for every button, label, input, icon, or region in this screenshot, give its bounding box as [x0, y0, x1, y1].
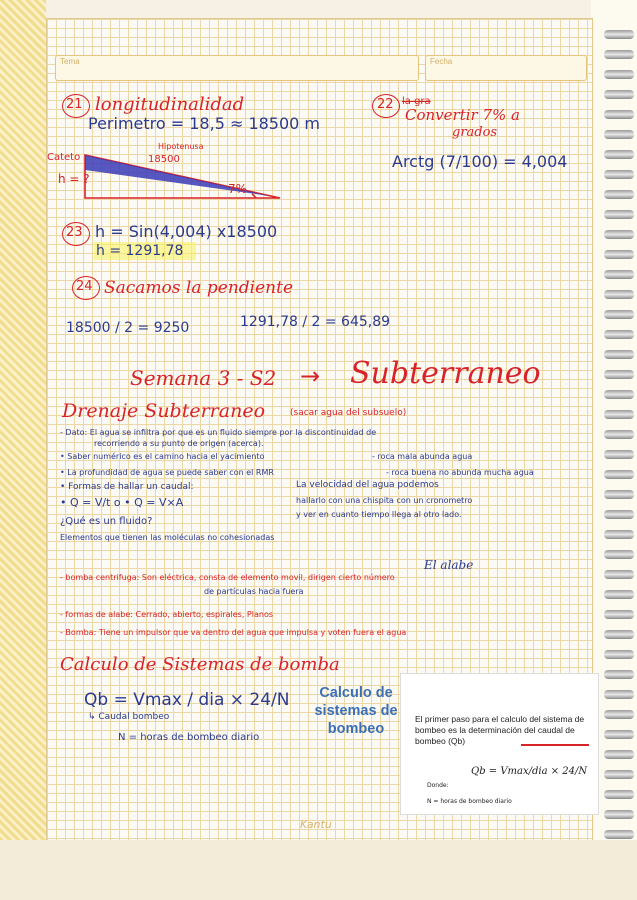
bomba-line-2: - formas de alabe: Cerrado, abierto, espirales, Planos: [60, 610, 274, 619]
spiral-ring: [604, 490, 634, 499]
spiral-ring: [604, 210, 634, 219]
alabe-label: El alabe: [424, 558, 474, 572]
drenaje-line-1: - Dato: El agua se infiltra por que es un fluido siempre por la discontinuidad de: [60, 428, 377, 437]
spiral-ring: [604, 250, 634, 259]
sin-line: h = Sin(4,004) x18500: [95, 222, 278, 241]
perimetro-line: Perimetro = 18,5 ≈ 18500 m: [88, 114, 321, 133]
drenaje-line-6c: y ver en cuanto tiempo llega al otro lado.: [296, 510, 462, 519]
subterraneo-heading: Subterraneo: [350, 356, 541, 391]
angle-percent: 7%: [228, 182, 248, 196]
spiral-ring: [604, 450, 634, 459]
spiral-ring: [604, 270, 634, 279]
spiral-ring: [604, 570, 634, 579]
spiral-ring: [604, 710, 634, 719]
bomba-line-3: - Bomba: Tiene un impulsor que va dentro del agua que impulsa y voten fuera el agua: [60, 628, 407, 637]
spiral-ring: [604, 770, 634, 779]
spiral-ring: [604, 830, 634, 839]
spiral-ring: [604, 50, 634, 59]
drenaje-line-2: recorriendo a su punto de origen (acerca).: [94, 439, 264, 448]
spiral-ring: [604, 610, 634, 619]
printed-underline: [521, 744, 589, 746]
bomba-line-1: - bomba centrifuga: Son eléctrica, consta de elemento movil, dirigen cierto número: [60, 573, 395, 582]
printed-title: Calculo de sistemas de bombeo: [314, 685, 398, 737]
hipotenusa-value: 18500: [148, 154, 180, 165]
tema-field: [55, 55, 419, 81]
pendiente-b: 1291,78 / 2 = 645,89: [240, 314, 391, 330]
spiral-ring: [604, 30, 634, 39]
spiral-ring: [604, 170, 634, 179]
drenaje-line-3b: - roca mala abunda agua: [372, 452, 473, 461]
drenaje-line-3: • Saber numérico es el camino hacia el yacimiento: [60, 452, 265, 461]
printed-donde: Donde:: [427, 782, 449, 789]
calculo-formula: Qb = Vmax / dia × 24/N: [84, 690, 290, 710]
spiral-ring: [604, 650, 634, 659]
spiral-ring: [604, 530, 634, 539]
strike-text: la gra: [402, 96, 431, 107]
spiral-ring: [604, 410, 634, 419]
spiral-ring: [604, 330, 634, 339]
spiral-ring: [604, 290, 634, 299]
printed-n: N = horas de bombeo diario: [427, 798, 512, 805]
cateto-label: Cateto: [47, 152, 81, 163]
spiral-ring: [604, 190, 634, 199]
pendiente-a: 18500 / 2 = 9250: [66, 320, 190, 336]
h-unknown: h = ?: [58, 172, 90, 186]
triangle-diagram: [80, 150, 290, 210]
h-value-line: h = 1291,78: [96, 243, 184, 259]
problem-21-title: longitudinalidad: [95, 94, 245, 115]
grados-line: grados: [452, 125, 498, 140]
spiral-ring: [604, 670, 634, 679]
spiral-ring: [604, 630, 634, 639]
spiral-ring: [604, 430, 634, 439]
caudal-formulas: • Q = V/t o • Q = V×A: [60, 496, 184, 509]
problem-22-number: 22: [377, 97, 394, 112]
semana-heading: Semana 3 - S2: [130, 366, 277, 390]
brand-logo: Kantu: [300, 818, 332, 831]
drenaje-line-5b: La velocidad del agua podemos: [296, 480, 439, 490]
spiral-ring: [604, 70, 634, 79]
pendiente-title: Sacamos la pendiente: [104, 278, 294, 298]
spiral-ring: [604, 90, 634, 99]
drenaje-line-5: • Formas de hallar un caudal:: [60, 482, 194, 492]
spiral-ring: [604, 590, 634, 599]
spiral-ring: [604, 470, 634, 479]
problem-24-number: 24: [76, 279, 93, 294]
spiral-ring: [604, 690, 634, 699]
fluido-answer: Elementos que tienen las moléculas no cohesionadas: [60, 533, 275, 542]
spiral-ring: [604, 790, 634, 799]
tema-label: Tema: [60, 57, 80, 66]
spiral-ring: [604, 730, 634, 739]
spiral-ring: [604, 390, 634, 399]
spiral-ring: [604, 310, 634, 319]
convertir-line: Convertir 7% a: [405, 106, 520, 124]
caudal-bombeo-note: ↳ Caudal bombeo: [88, 712, 170, 722]
drenaje-line-4: • La profundidad de agua se puede saber con el RMR: [60, 468, 274, 477]
spiral-ring: [604, 130, 634, 139]
hipotenusa-label: Hipotenusa: [158, 142, 204, 151]
printed-card: [400, 673, 599, 815]
calculo-title: Calculo de Sistemas de bomba: [60, 654, 340, 675]
n-definition: N = horas de bombeo diario: [118, 732, 260, 743]
printed-body: El primer paso para el calculo del sistema de bombeo es la determinación del caudal de bombeo (Qb): [415, 714, 585, 746]
bomba-line-1b: de partículas hacia fuera: [204, 587, 304, 596]
fecha-label: Fecha: [430, 57, 453, 66]
problem-21-number: 21: [66, 97, 83, 112]
spiral-ring: [604, 110, 634, 119]
semana-arrow: →: [300, 362, 321, 390]
drenaje-title: Drenaje Subterraneo: [62, 400, 266, 422]
printed-formula: Qb = Vmax/dia × 24/N: [471, 766, 588, 777]
spiral-ring: [604, 150, 634, 159]
fluido-question: ¿Qué es un fluido?: [60, 516, 153, 527]
arctg-line: Arctg (7/100) = 4,004: [392, 152, 568, 171]
drenaje-note: (sacar agua del subsuelo): [290, 408, 407, 418]
drenaje-line-4b: - roca buena no abunda mucha agua: [386, 468, 534, 477]
bottom-strip: [0, 840, 637, 900]
fecha-field: [425, 55, 587, 81]
spiral-ring: [604, 810, 634, 819]
spiral-ring: [604, 230, 634, 239]
spiral-ring: [604, 550, 634, 559]
spiral-ring: [604, 370, 634, 379]
spiral-ring: [604, 750, 634, 759]
left-margin: [0, 0, 46, 900]
problem-23-number: 23: [66, 225, 83, 240]
spiral-ring: [604, 510, 634, 519]
drenaje-line-6b: hallarlo con una chispita con un cronometro: [296, 496, 473, 505]
spiral-ring: [604, 350, 634, 359]
